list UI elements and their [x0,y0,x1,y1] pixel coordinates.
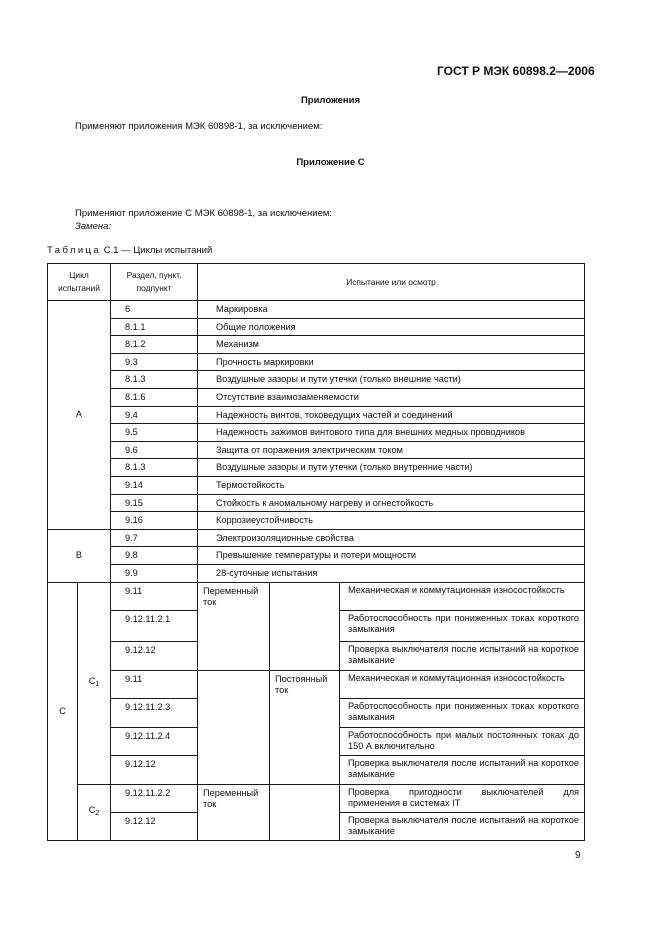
table-row [48,784,585,812]
c1-ac-empty-dc-cell [270,582,340,670]
table-caption [47,245,212,256]
test-description-cell: Проверка выключателя после испытаний на короткое замыкание [340,641,585,670]
test-name-cell: Маркировка [198,301,585,319]
clause-cell: 9.5 [111,424,198,442]
clause-cell: 9.4 [111,406,198,424]
table-row [48,264,585,301]
table-row [48,301,585,319]
c1-dc-current-label: Постоянный ток [270,670,340,784]
subgroup-c1-label-subscript: 1 [95,681,100,688]
test-description-cell: Проверка выключателя после испытаний на короткое замыкание [340,755,585,784]
test-name-cell: Надежность винтов, токоведущих частей и соединений [198,406,585,424]
clause-cell: 6 [111,301,198,319]
test-name-cell: Общие положения [198,318,585,336]
test-name-cell: Воздушные зазоры и пути утечки (только внутренние части) [198,459,585,477]
clause-cell: 8.1.3 [111,371,198,389]
test-name-cell: Прочность маркировки [198,353,585,371]
clause-cell: 9.16 [111,512,198,530]
subgroup-c1-label-text: C [88,676,96,686]
test-cycles-table [47,263,585,841]
replacement-label: Замена: [75,221,112,232]
test-description-cell: Механическая и коммутационная износостойкость [340,582,585,610]
table-caption-label: Таблица [47,245,102,256]
clause-cell: 9.3 [111,353,198,371]
clause-cell: 9.11 [111,582,198,610]
table-row [48,424,585,442]
table-row [48,371,585,389]
test-name-cell: Надежность зажимов винтового типа для внешних медных проводников [198,424,585,442]
appendices-title: Приложения [300,95,361,106]
test-description-cell: Проверка пригодности выключателей для применения в системах IT [340,784,585,812]
clause-cell: 9.12.12 [111,755,198,784]
header-clause-line2: подпункт [136,283,172,293]
header-clause-line1: Раздел, пункт, [126,270,182,280]
test-name-cell: Термостойкость [198,476,585,494]
subgroup-c2-label-text: C [88,805,96,815]
subgroup-c1-label [78,582,111,784]
c2-empty-dc-cell [270,784,340,840]
table-row [48,494,585,512]
clause-cell: 9.9 [111,564,198,582]
clause-cell: 8.1.1 [111,318,198,336]
table-row [48,476,585,494]
c1-dc-empty-ac-cell [198,670,270,784]
appendices-intro: Применяют приложения МЭК 60898-1, за исключением: [75,121,323,132]
header-cycle [48,264,111,301]
c2-ac-current-label: Переменный ток [198,784,270,840]
header-clause [111,264,198,301]
clause-cell: 8.1.2 [111,336,198,354]
test-description-cell: Работоспособность при пониженных токах короткого замыкания [340,610,585,641]
clause-cell: 9.12.12 [111,812,198,840]
test-name-cell: Отсутствие взаимозаменяемости [198,388,585,406]
clause-cell: 9.6 [111,441,198,459]
table-row [48,459,585,477]
group-a-label: А [48,301,111,530]
clause-cell: 8.1.3 [111,459,198,477]
test-name-cell: Механизм [198,336,585,354]
test-description-cell: Работоспособность при малых постоянных токах до 150 А включительно [340,727,585,755]
clause-cell: 9.12.11.2.3 [111,698,198,727]
page-number: 9 [575,850,581,861]
clause-cell: 9.7 [111,529,198,547]
appendix-c-title: Приложение С [296,157,365,168]
group-c-label: С [48,582,78,840]
test-name-cell: 28-суточные испытания [198,564,585,582]
document-code: ГОСТ Р МЭК 60898.2—2006 [437,64,595,78]
header-cycle-line2: испытаний [58,283,100,293]
subgroup-c2-label-subscript: 2 [95,810,100,817]
clause-cell: 8.1.6 [111,388,198,406]
test-description-cell: Работоспособность при пониженных токах короткого замыкания [340,698,585,727]
table-row [48,564,585,582]
clause-cell: 9.12.12 [111,641,198,670]
table-row [48,353,585,371]
group-b-label: В [48,529,111,582]
test-name-cell: Коррозиеустойчивость [198,512,585,530]
clause-cell: 9.12.11.2.1 [111,610,198,641]
test-name-cell: Стойкость к аномальному нагреву и огнестойкость [198,494,585,512]
test-description-cell: Проверка выключателя после испытаний на короткое замыкание [340,812,585,840]
table-row [48,529,585,547]
table-row [48,318,585,336]
subgroup-c2-label [78,784,111,840]
table-row [48,512,585,530]
table-row [48,406,585,424]
clause-cell: 9.12.11.2.2 [111,784,198,812]
test-name-cell: Превышение температуры и потери мощности [198,547,585,565]
c1-ac-current-label: Переменный ток [198,582,270,670]
clause-cell: 9.14 [111,476,198,494]
clause-cell: 9.11 [111,670,198,698]
appendix-c-intro: Применяют приложение С МЭК 60898-1, за исключением: [75,208,333,219]
table-caption-text: С.1 — Циклы испытаний [101,245,213,256]
test-name-cell: Электроизоляционные свойства [198,529,585,547]
table-row [48,547,585,565]
clause-cell: 9.12.11.2.4 [111,727,198,755]
table-row [48,670,585,698]
header-cycle-line1: Цикл [69,270,89,280]
table-row [48,336,585,354]
header-test: Испытание или осмотр [198,264,585,301]
table-row [48,582,585,610]
clause-cell: 9.15 [111,494,198,512]
test-name-cell: Воздушные зазоры и пути утечки (только внешние части) [198,371,585,389]
test-name-cell: Защита от поражения электрическим током [198,441,585,459]
clause-cell: 9.8 [111,547,198,565]
table-row [48,388,585,406]
test-description-cell: Механическая и коммутационная износостойкость [340,670,585,698]
table-row [48,441,585,459]
